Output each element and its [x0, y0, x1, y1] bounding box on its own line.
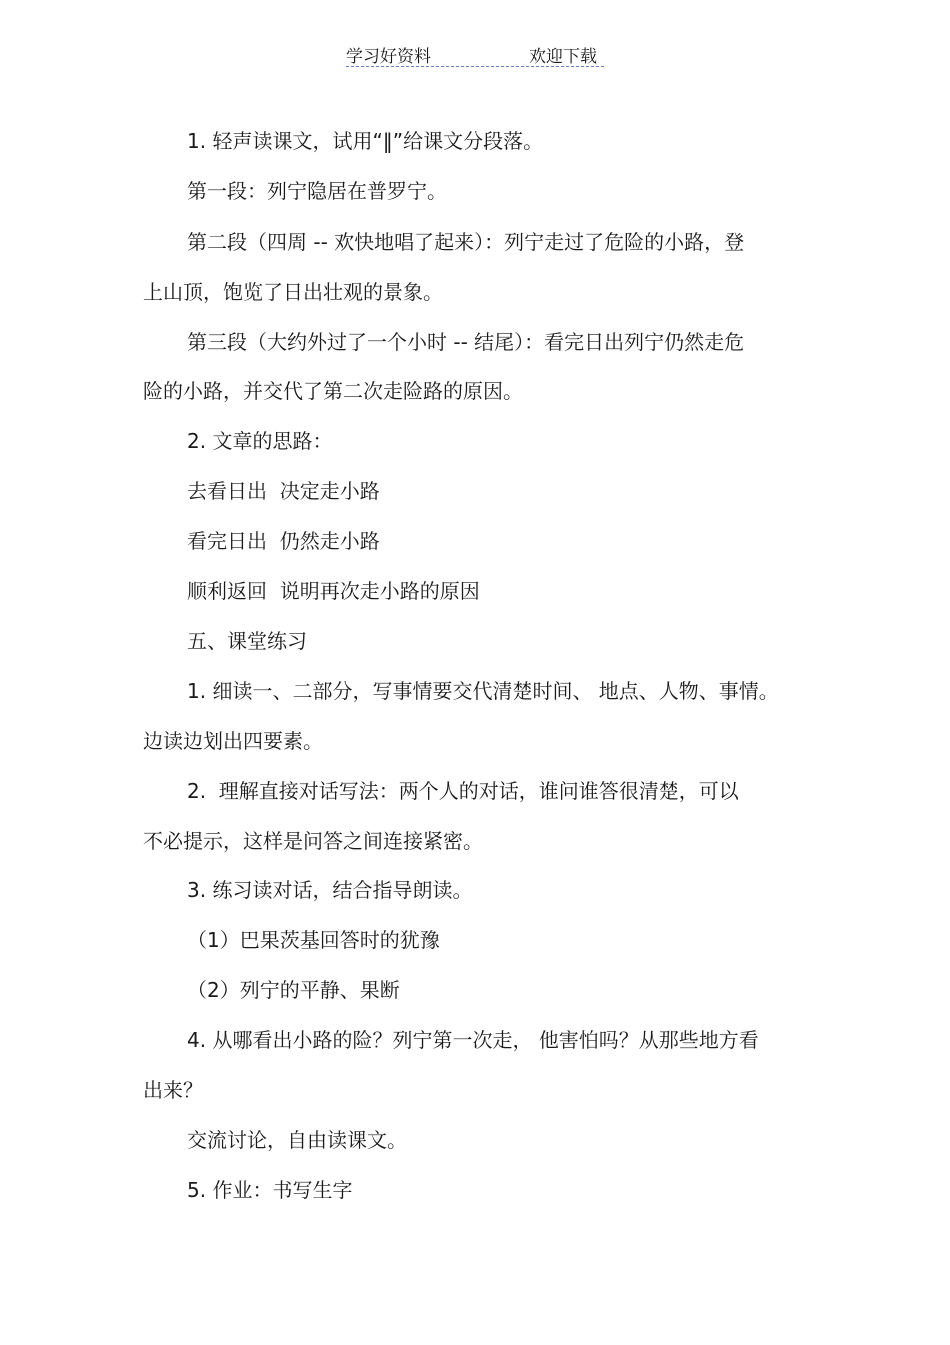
text-line: 第三段（大约外过了一个小时 -- 结尾）：看完日出列宁仍然走危 [187, 330, 745, 354]
text-line: 不必提示，这样是问答之间连接紧密。 [143, 829, 483, 853]
text-line: 出来？ [143, 1078, 203, 1102]
text-line: 险的小路，并交代了第二次走险路的原因。 [143, 379, 523, 403]
text-line: 第二段（四周 -- 欢快地唱了起来）：列宁走过了危险的小路，登 [187, 230, 745, 254]
text-line: 去看日出 决定走小路 [187, 479, 380, 503]
text-line: 边读边划出四要素。 [143, 729, 323, 753]
text-line: 5. 作业：书写生字 [187, 1178, 353, 1202]
text-line: 上山顶，饱览了日出壮观的景象。 [143, 280, 443, 304]
text-line: 交流讨论，自由读课文。 [187, 1128, 407, 1152]
header-left-text: 学习好资料 [346, 47, 431, 67]
text-line: 1. 轻声读课文，试用“‖”给课文分段落。 [187, 129, 544, 153]
text-line: 第一段：列宁隐居在普罗宁。 [187, 179, 447, 203]
text-line: （2）列宁的平静、果断 [187, 978, 400, 1002]
text-line: （1）巴果茨基回答时的犹豫 [187, 928, 440, 952]
page-header [346, 40, 604, 67]
text-line: 3. 练习读对话，结合指导朗读。 [187, 878, 473, 902]
text-line: 顺利返回 说明再次走小路的原因 [187, 579, 480, 603]
text-line: 看完日出 仍然走小路 [187, 529, 380, 553]
text-line: 4. 从哪看出小路的险？列宁第一次走， 他害怕吗？从那些地方看 [187, 1028, 759, 1052]
text-line: 2. 文章的思路： [187, 429, 333, 453]
header-right-text: 欢迎下载 [529, 47, 597, 67]
section-heading: 五、课堂练习 [187, 629, 307, 653]
text-line: 1. 细读一、二部分，写事情要交代清楚时间、 地点、人物、事情。 [187, 679, 779, 703]
text-line: 2. 理解直接对话写法：两个人的对话，谁问谁答很清楚，可以 [187, 779, 739, 803]
